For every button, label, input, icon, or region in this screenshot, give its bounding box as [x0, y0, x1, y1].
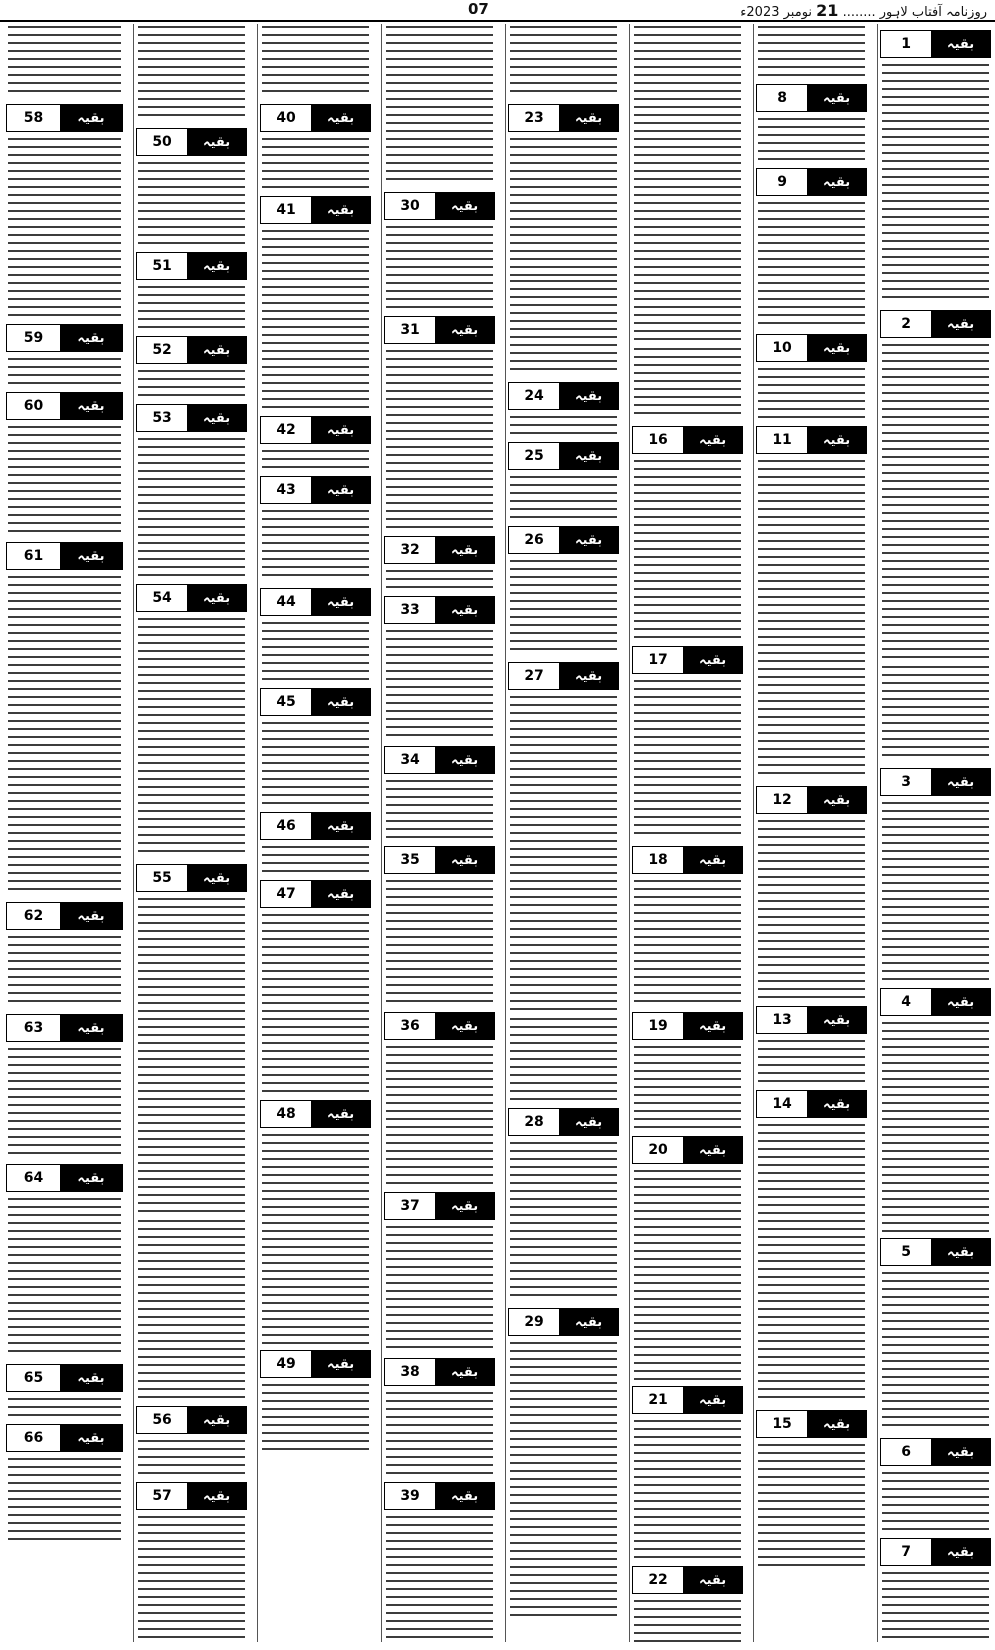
section-header-19: 19 بقیہ — [632, 1012, 743, 1040]
article-text — [758, 26, 865, 78]
article-text — [386, 1226, 493, 1352]
article-text — [8, 26, 121, 98]
paper-name: روزنامہ آفتاب لاہور — [879, 5, 987, 20]
article-text — [634, 1046, 741, 1130]
section-header-45: 45 بقیہ — [260, 688, 371, 716]
column-4 — [505, 24, 621, 1642]
section-header-23: 23 بقیہ — [508, 104, 619, 132]
section-header-9: 9 بقیہ — [756, 168, 867, 196]
article-text — [510, 1342, 617, 1622]
article-text — [882, 64, 989, 304]
section-header-66: 66 بقیہ — [6, 1424, 123, 1452]
article-text — [758, 1444, 865, 1570]
section-header-64: 64 بقیہ — [6, 1164, 123, 1192]
section-header-1: 1 بقیہ — [880, 30, 991, 58]
article-text — [138, 286, 245, 330]
section-header-4: 4 بقیہ — [880, 988, 991, 1016]
section-header-47: 47 بقیہ — [260, 880, 371, 908]
article-text — [138, 898, 245, 1218]
article-text — [634, 680, 741, 840]
article-text — [510, 26, 617, 98]
article-text — [386, 226, 493, 310]
section-header-59: 59 بقیہ — [6, 324, 123, 352]
section-header-21: 21 بقیہ — [632, 1386, 743, 1414]
section-header-24: 24 بقیہ — [508, 382, 619, 410]
section-header-6: 6 بقیہ — [880, 1438, 991, 1466]
article-text — [510, 1142, 617, 1302]
article-text — [758, 1040, 865, 1084]
article-text — [634, 880, 741, 1006]
article-text — [8, 936, 121, 1008]
section-header-61: 61 بقیہ — [6, 542, 123, 570]
paper-title: روزنامہ آفتاب لاہور ........ 21 نومبر 2023ء — [740, 1, 987, 20]
article-text — [138, 26, 245, 122]
article-text — [386, 350, 493, 530]
section-header-50: 50 بقیہ — [136, 128, 247, 156]
article-text — [262, 138, 369, 190]
column-8 — [4, 24, 125, 1642]
section-header-46: 46 بقیہ — [260, 812, 371, 840]
section-header-22: 22 بقیہ — [632, 1566, 743, 1594]
article-text — [262, 622, 369, 682]
section-header-2: 2 بقیہ — [880, 310, 991, 338]
article-text — [386, 1046, 493, 1186]
article-text — [262, 1384, 369, 1456]
article-text — [262, 230, 369, 410]
article-text — [634, 1170, 741, 1380]
article-text — [8, 358, 121, 386]
section-header-35: 35 بقیہ — [384, 846, 495, 874]
section-header-57: 57 بقیہ — [136, 1482, 247, 1510]
article-text — [634, 1420, 741, 1560]
section-header-51: 51 بقیہ — [136, 252, 247, 280]
section-header-54: 54 بقیہ — [136, 584, 247, 612]
section-header-55: 55 بقیہ — [136, 864, 247, 892]
page-number: 07 — [468, 0, 489, 18]
column-6 — [257, 24, 373, 1642]
section-header-13: 13 بقیہ — [756, 1006, 867, 1034]
article-text — [386, 26, 493, 186]
section-header-16: 16 بقیہ — [632, 426, 743, 454]
section-header-31: 31 بقیہ — [384, 316, 495, 344]
article-text — [386, 630, 493, 740]
article-text — [510, 560, 617, 656]
section-header-8: 8 بقیہ — [756, 84, 867, 112]
article-text — [758, 202, 865, 328]
section-header-34: 34 بقیہ — [384, 746, 495, 774]
article-text — [882, 1022, 989, 1232]
section-header-5: 5 بقیہ — [880, 1238, 991, 1266]
section-header-65: 65 بقیہ — [6, 1364, 123, 1392]
article-text — [882, 802, 989, 982]
article-text — [138, 370, 245, 398]
section-header-3: 3 بقیہ — [880, 768, 991, 796]
article-text — [510, 476, 617, 520]
article-text — [634, 348, 741, 420]
article-text — [882, 344, 989, 664]
article-text — [634, 26, 741, 346]
article-text — [882, 1572, 989, 1642]
section-header-42: 42 بقیہ — [260, 416, 371, 444]
column-5 — [381, 24, 497, 1642]
article-text — [882, 1472, 989, 1532]
article-text — [8, 1398, 121, 1418]
section-header-63: 63 بقیہ — [6, 1014, 123, 1042]
article-text — [262, 914, 369, 1094]
section-header-10: 10 بقیہ — [756, 334, 867, 362]
section-header-39: 39 بقیہ — [384, 1482, 495, 1510]
section-header-53: 53 بقیہ — [136, 404, 247, 432]
section-header-43: 43 بقیہ — [260, 476, 371, 504]
article-text — [8, 426, 121, 536]
article-text — [8, 1458, 121, 1542]
article-text — [758, 460, 865, 780]
section-header-62: 62 بقیہ — [6, 902, 123, 930]
page-columns — [2, 24, 993, 1642]
section-header-48: 48 بقیہ — [260, 1100, 371, 1128]
section-header-44: 44 بقیہ — [260, 588, 371, 616]
section-header-32: 32 بقیہ — [384, 536, 495, 564]
article-text — [386, 570, 493, 590]
article-text — [8, 576, 121, 896]
article-text — [138, 1220, 245, 1400]
column-3 — [629, 24, 745, 1642]
section-header-49: 49 بقیہ — [260, 1350, 371, 1378]
article-text — [386, 1516, 493, 1642]
article-text — [510, 1018, 617, 1102]
article-text — [758, 368, 865, 420]
article-text — [262, 450, 369, 470]
article-text — [386, 780, 493, 840]
section-header-17: 17 بقیہ — [632, 646, 743, 674]
column-1 — [877, 24, 993, 1642]
section-header-14: 14 بقیہ — [756, 1090, 867, 1118]
date-rest: نومبر 2023ء — [740, 5, 813, 20]
section-header-56: 56 بقیہ — [136, 1406, 247, 1434]
section-header-58: 58 بقیہ — [6, 104, 123, 132]
article-text — [758, 118, 865, 162]
section-header-25: 25 بقیہ — [508, 442, 619, 470]
article-text — [262, 1134, 369, 1344]
article-text — [758, 820, 865, 1000]
article-text — [510, 696, 617, 1016]
article-text — [138, 162, 245, 246]
section-header-7: 7 بقیہ — [880, 1538, 991, 1566]
article-text — [510, 416, 617, 436]
article-text — [386, 1392, 493, 1476]
article-text — [8, 138, 121, 318]
section-header-20: 20 بقیہ — [632, 1136, 743, 1164]
section-header-29: 29 بقیہ — [508, 1308, 619, 1336]
article-text — [634, 1600, 741, 1642]
section-header-37: 37 بقیہ — [384, 1192, 495, 1220]
section-header-28: 28 بقیہ — [508, 1108, 619, 1136]
article-text — [882, 1272, 989, 1432]
section-header-18: 18 بقیہ — [632, 846, 743, 874]
section-header-11: 11 بقیہ — [756, 426, 867, 454]
section-header-15: 15 بقیہ — [756, 1410, 867, 1438]
section-header-30: 30 بقیہ — [384, 192, 495, 220]
section-header-52: 52 بقیہ — [136, 336, 247, 364]
article-text — [386, 880, 493, 1006]
article-text — [262, 846, 369, 874]
article-text — [138, 1516, 245, 1642]
date-day: 21 — [816, 1, 839, 20]
column-7 — [133, 24, 249, 1642]
article-text — [262, 26, 369, 98]
article-text — [262, 510, 369, 582]
section-header-26: 26 بقیہ — [508, 526, 619, 554]
section-header-38: 38 بقیہ — [384, 1358, 495, 1386]
section-header-27: 27 بقیہ — [508, 662, 619, 690]
section-header-36: 36 بقیہ — [384, 1012, 495, 1040]
section-header-33: 33 بقیہ — [384, 596, 495, 624]
section-header-40: 40 بقیہ — [260, 104, 371, 132]
section-header-60: 60 بقیہ — [6, 392, 123, 420]
masthead — [0, 0, 995, 22]
article-text — [138, 438, 245, 578]
article-text — [138, 618, 245, 858]
article-text — [634, 460, 741, 640]
column-2 — [753, 24, 869, 1642]
article-text — [758, 1124, 865, 1404]
article-text — [262, 722, 369, 806]
article-text — [8, 1048, 121, 1158]
article-text — [138, 1440, 245, 1476]
article-text — [8, 1198, 121, 1358]
article-text — [510, 280, 617, 376]
article-text — [882, 666, 989, 762]
section-header-12: 12 بقیہ — [756, 786, 867, 814]
section-header-41: 41 بقیہ — [260, 196, 371, 224]
article-text — [510, 138, 617, 278]
